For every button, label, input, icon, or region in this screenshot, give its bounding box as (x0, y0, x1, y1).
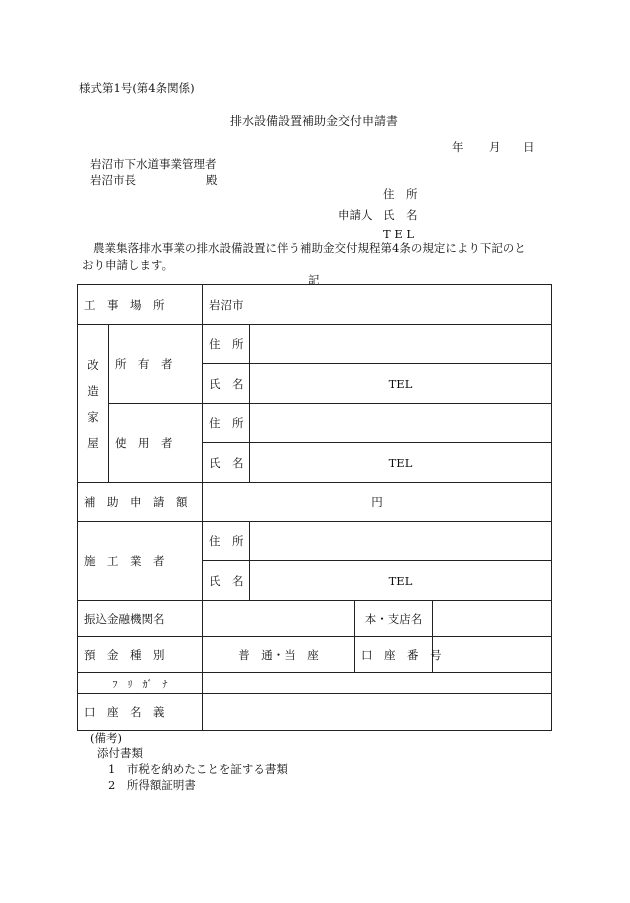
site-value: 岩沼市 (209, 297, 244, 312)
contractor-label-cell (78, 522, 203, 601)
deposit-type-options: 普 通・当 座 (238, 647, 319, 662)
owner-tel-label: TEL (388, 376, 413, 391)
table-row-owner-address (78, 325, 552, 364)
table-row-subsidy (78, 483, 552, 522)
deposit-label-cell (78, 637, 203, 673)
remodel-house-label (78, 325, 109, 483)
table-row-deposit (78, 637, 552, 673)
owner-label: 所 有 者 (115, 357, 173, 371)
remodel-char-1: 改 (87, 357, 99, 372)
body-text-line2: おり申請します。 (82, 258, 174, 272)
application-table (77, 284, 552, 731)
furigana-label-cell (78, 673, 203, 694)
contractor-tel-label: TEL (388, 573, 413, 588)
yen-label: 円 (371, 495, 383, 509)
contractor-address-label: 住 所 (209, 534, 244, 548)
deposit-type-field[interactable] (203, 637, 355, 673)
remodel-char-4: 屋 (87, 435, 99, 450)
owner-name-label: 氏 名 (209, 376, 244, 391)
site-label: 工 事 場 所 (84, 297, 165, 312)
user-name-label: 氏 名 (209, 455, 244, 470)
applicant-role-label: 申請人 (338, 208, 373, 222)
user-address-label-cell (203, 404, 250, 443)
subsidy-amount-field[interactable] (203, 483, 552, 522)
account-holder-label: 口 座 名 義 (84, 705, 165, 719)
table-row-furigana (78, 673, 552, 694)
document-title: 排水設備設置補助金交付申請書 (230, 114, 399, 128)
bank-name-field[interactable] (203, 601, 355, 637)
form-number: 様式第1号(第4条関係) (79, 81, 195, 95)
user-address-field[interactable] (250, 404, 552, 443)
applicant-name-label: 氏 名 (383, 208, 418, 222)
holder-label-cell (78, 694, 203, 731)
body-text-line1: 農業集落排水事業の排水設備設置に伴う補助金交付規程第4条の規定により下記のと (93, 241, 526, 255)
table-row-holder (78, 694, 552, 731)
contractor-name-label-cell (203, 561, 250, 601)
site-label-cell (78, 285, 203, 325)
account-number-field[interactable] (433, 637, 552, 673)
owner-address-label-cell (203, 325, 250, 364)
account-number-label-cell (355, 637, 442, 673)
owner-address-field[interactable] (250, 325, 552, 364)
owner-name-field[interactable] (250, 364, 552, 404)
remodel-char-2: 造 (87, 383, 99, 398)
branch-label: 本・支店名 (364, 611, 423, 626)
applicant-tel-label: T E L (383, 227, 415, 241)
addressee-honorific: 殿 (206, 173, 218, 187)
table-row-bank (78, 601, 552, 637)
deposit-type-label: 預 金 種 別 (84, 647, 165, 662)
user-address-label: 住 所 (209, 416, 244, 430)
date-day-label: 日 (523, 140, 535, 154)
owner-name-label-cell (203, 364, 250, 404)
user-label-cell (109, 404, 203, 483)
contractor-address-field[interactable] (250, 522, 552, 561)
subsidy-label-cell (78, 483, 203, 522)
bank-label: 振込金融機関名 (84, 611, 165, 626)
contractor-name-field[interactable] (250, 561, 552, 601)
date-month-label: 月 (489, 140, 501, 154)
branch-name-field[interactable] (433, 601, 552, 637)
account-holder-field[interactable] (203, 694, 552, 731)
attachment-item-1: 1 市税を納めたことを証する書類 (108, 762, 288, 776)
branch-label-cell (355, 601, 433, 637)
bank-label-cell (78, 601, 203, 637)
account-number-label: 口 座 番 号 (361, 647, 442, 662)
contractor-address-label-cell (203, 522, 250, 561)
applicant-address-label: 住 所 (383, 187, 418, 201)
addressee-name: 岩沼市長 (90, 173, 136, 187)
subsidy-label: 補 助 申 請 額 (84, 495, 188, 509)
table-row-site (78, 285, 552, 325)
contractor-label: 施 工 業 者 (84, 554, 165, 568)
addressee-line1: 岩沼市下水道事業管理者 (90, 157, 217, 171)
date-year-label: 年 (452, 140, 464, 154)
owner-label-cell (109, 325, 203, 404)
table-row-contractor-address (78, 522, 552, 561)
remarks-label: (備考) (90, 731, 122, 745)
table-row-user-address (78, 404, 552, 443)
site-value-cell[interactable] (203, 285, 552, 325)
user-name-field[interactable] (250, 443, 552, 483)
ki-heading: 記 (308, 273, 320, 287)
user-tel-label: TEL (388, 455, 413, 470)
attachment-item-2: 2 所得額証明書 (108, 778, 196, 792)
remodel-char-3: 家 (87, 409, 99, 424)
contractor-name-label: 氏 名 (209, 573, 244, 588)
owner-address-label: 住 所 (209, 337, 244, 351)
furigana-field[interactable] (203, 673, 552, 694)
attachments-heading: 添付書類 (97, 746, 143, 760)
user-name-label-cell (203, 443, 250, 483)
user-label: 使 用 者 (115, 436, 173, 450)
furigana-label: ﾌ ﾘ ｶﾞ ﾅ (112, 679, 168, 691)
